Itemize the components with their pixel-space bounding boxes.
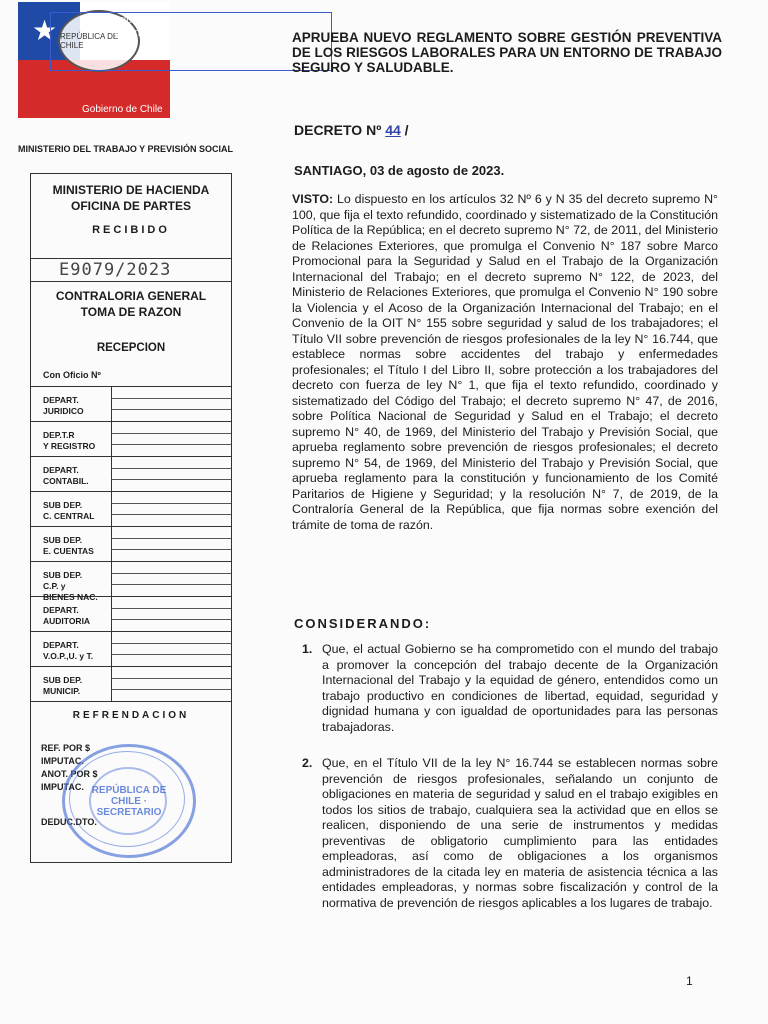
item-text: Que, el actual Gobierno se ha comprometido con el mundo del trabajo a promover la concepción del trabajo decente de la Organización Internacional del Trabajo y la equidad de género, entendidos como un trabajo productivo en condiciones de libertad, equidad, seguridad y dignidad humana y con igualdad de oportunidades para las personas trabajadoras. [322, 642, 718, 734]
stamp-cell [111, 585, 231, 596]
stamp-row-label: DEPART. JURIDICO [43, 395, 84, 416]
stamp-row-grid [111, 667, 231, 701]
decree-label: DECRETO Nº [294, 122, 382, 138]
ref-line: REF. POR $ [41, 743, 91, 753]
stamp-row [31, 666, 231, 701]
stamp-row-grid [111, 562, 231, 596]
stamp-row [31, 491, 231, 526]
seal-inner-ring [89, 767, 167, 835]
stamp-cell [111, 515, 231, 526]
stamp-row-grid [111, 527, 231, 561]
hacienda-section [31, 182, 231, 259]
stamp-cell [111, 434, 231, 446]
seal-text: REPÚBLICA DE CHILE · SECRETARIO [91, 784, 167, 818]
stamp-row-label: DEP.T.R Y REGISTRO [43, 430, 96, 451]
stamp-cell [111, 550, 231, 561]
visto-paragraph [292, 192, 718, 533]
stamp-cell [111, 480, 231, 491]
ref-line: IMPUTAC. [41, 782, 84, 792]
stamp-cell [111, 574, 231, 586]
oficio-label: Con Oficio Nº [43, 370, 101, 380]
stamp-row [31, 561, 231, 602]
stamp-cell [111, 410, 231, 421]
stamp-row-label: DEPART. AUDITORIA [43, 605, 91, 626]
stamp-row-label: SUB DEP. E. CUENTAS [43, 535, 94, 556]
stamp-row [31, 631, 231, 666]
visto-label: VISTO: [292, 192, 334, 206]
stamp-row [31, 456, 231, 491]
stamp-cell [111, 492, 231, 504]
stamp-row-label: SUB DEP. C.P. y BIENES NAC. [43, 570, 98, 602]
considerando-item [302, 756, 718, 911]
stamp-cell [111, 469, 231, 481]
hacienda-title [31, 182, 231, 214]
stamp-cell [111, 609, 231, 621]
seal-icon: REPÚBLICA DE CHILE [58, 10, 140, 72]
stamp-row-grid [111, 422, 231, 456]
stamp-cell [111, 422, 231, 434]
stamp-cell [111, 387, 231, 399]
stamp-cell [111, 620, 231, 631]
stamp-row-label: DEPART. V.O.P.,U. y T. [43, 640, 94, 661]
stamp-cell [111, 562, 231, 574]
page-number: 1 [686, 974, 693, 988]
decree-number-value: 44 [385, 122, 401, 138]
decree-date: SANTIAGO, 03 de agosto de 2023. [294, 163, 505, 178]
stamp-row-label: DEPART. CONTABIL. [43, 465, 89, 486]
stamp-cell [111, 632, 231, 644]
handwritten-number: E9079/2023 [31, 259, 231, 282]
stamp-cell [111, 597, 231, 609]
stamp-cell [111, 457, 231, 469]
stamp-row [31, 421, 231, 456]
stamp-row-label: SUB DEP. C. CENTRAL [43, 500, 95, 521]
contraloria-title [31, 282, 231, 320]
oficina-line: OFICINA DE PARTES [70, 199, 191, 213]
stamp-cell [111, 445, 231, 456]
item-number: 2. [302, 756, 313, 770]
decree-title: APRUEBA NUEVO REGLAMENTO SOBRE GESTIÓN PREVENTIVA DE LOS RIESGOS LABORALES PARA UN ENTORNO DE TRABAJO SEGURO Y SALUDABLE. [292, 30, 722, 75]
stamp-row-grid [111, 492, 231, 526]
decree-suffix: / [404, 122, 409, 138]
logo-partial-text: erio del ación [114, 14, 151, 39]
ministry-name: MINISTERIO DEL TRABAJO Y PREVISIÓN SOCIAL [18, 144, 234, 154]
stamp-row-grid [111, 457, 231, 491]
stamp-cell [111, 667, 231, 679]
ref-line: IMPUTAC. [41, 756, 84, 766]
stamp-cell [111, 539, 231, 551]
official-seal-stamp [62, 744, 196, 858]
stamp-row [31, 386, 231, 421]
stamp-row-grid [111, 387, 231, 421]
recepcion-label: RECEPCION [96, 342, 166, 354]
refrendacion-label: REFRENDACION [31, 701, 231, 730]
recibido-label: RECIBIDO [92, 224, 170, 236]
contraloria-line: CONTRALORIA GENERAL [55, 289, 207, 303]
hacienda-line: MINISTERIO DE HACIENDA [52, 183, 210, 197]
visto-text: Lo dispuesto en los artículos 32 Nº 6 y N 35 del decreto supremo N° 100, que fija el texto refundido, coordinado y sistematizado de la Constitución Política de la República; en el decreto supremo N° 72, de 2011, del Ministerio de Relaciones Exteriores, que promulga el Convenio N° 187 sobre Marco Promocional para la Seguridad y Salud en el Trabajo de la Organización Internacional del Trabajo; en el decreto supremo N° 122, de 2023, del Ministerio de Relaciones Exteriores, que promulga el Convenio N° 190 sobre la Violencia y el Acoso de la Organización Internacional del Trabajo; en el Convenio de la OIT N° 155 sobre seguridad y salud de los trabajadores; el Título VII sobre prevención de riesgos profesionales de la ley N° 16.744, que establece normas sobre accidentes del trabajo y enfermedades profesionales; el Título I del Libro II, sobre protección a los trabajadores del decreto con fuerza de ley N° 1, que fija el texto refundido, coordinado y sistematizado del Código del Trabajo; el decreto supremo N° 47, de 2016, sobre Política Nacional de Seguridad y Salud en el Trabajo; el decreto supremo N° 40, de 1969, del Ministerio del Trabajo y Previsión Social, que aprueba reglamento sobre prevención de riesgos profesionales; el decreto supremo N° 54, de 1969, del Ministerio del Trabajo y Previsión Social, que aprueba reglamento para la constitución y funcionamiento de los Comité Paritarios de Higiene y Seguridad; y la resolución N° 7, de 2019, de la Contraloría General de la República, que fija normas sobre exención del trámite de toma de razón. [292, 192, 718, 532]
decree-number [294, 122, 409, 138]
stamp-cell [111, 399, 231, 411]
ref-line: ANOT. POR $ [41, 769, 98, 779]
logo-caption: Gobierno de Chile [82, 104, 163, 115]
considerando-item [302, 642, 718, 735]
considerando-heading: CONSIDERANDO: [294, 616, 432, 631]
stamp-row-label: SUB DEP. MUNICIP. [43, 675, 83, 696]
stamp-cell [111, 527, 231, 539]
star-icon: ★ [32, 15, 58, 46]
stamp-cell [111, 679, 231, 691]
item-number: 1. [302, 642, 313, 656]
stamp-row [31, 596, 231, 631]
stamp-row-grid [111, 632, 231, 666]
toma-line: TOMA DE RAZON [80, 305, 182, 319]
stamp-row-grid [111, 597, 231, 631]
stamp-cell [111, 655, 231, 666]
ref-line: DEDUC.DTO. [41, 817, 97, 827]
stamp-row [31, 526, 231, 561]
stamp-cell [111, 504, 231, 516]
stamp-cell [111, 644, 231, 656]
stamp-cell [111, 690, 231, 701]
scan-overlay-rect [50, 12, 332, 71]
item-text: Que, en el Título VII de la ley N° 16.744 se establecen normas sobre prevención de riesgos profesionales, señalando un conjunto de obligaciones en materia de seguridad y salud en el trabajo exigibles en todos los sitios de trabajo, cualquiera sea la actividad que en ellos se realicen, disponiendo de una serie de instrumentos y medidas preventivas de obligatorio cumplimiento para las entidades empleadoras, así como de obligaciones a los organismos administradores de la citada ley en materia de asistencia técnica a las entidades empleadoras, y normas sobre fiscalización y control de la normativa de prevención de riesgos aplicables a los lugares de trabajo. [322, 756, 718, 910]
